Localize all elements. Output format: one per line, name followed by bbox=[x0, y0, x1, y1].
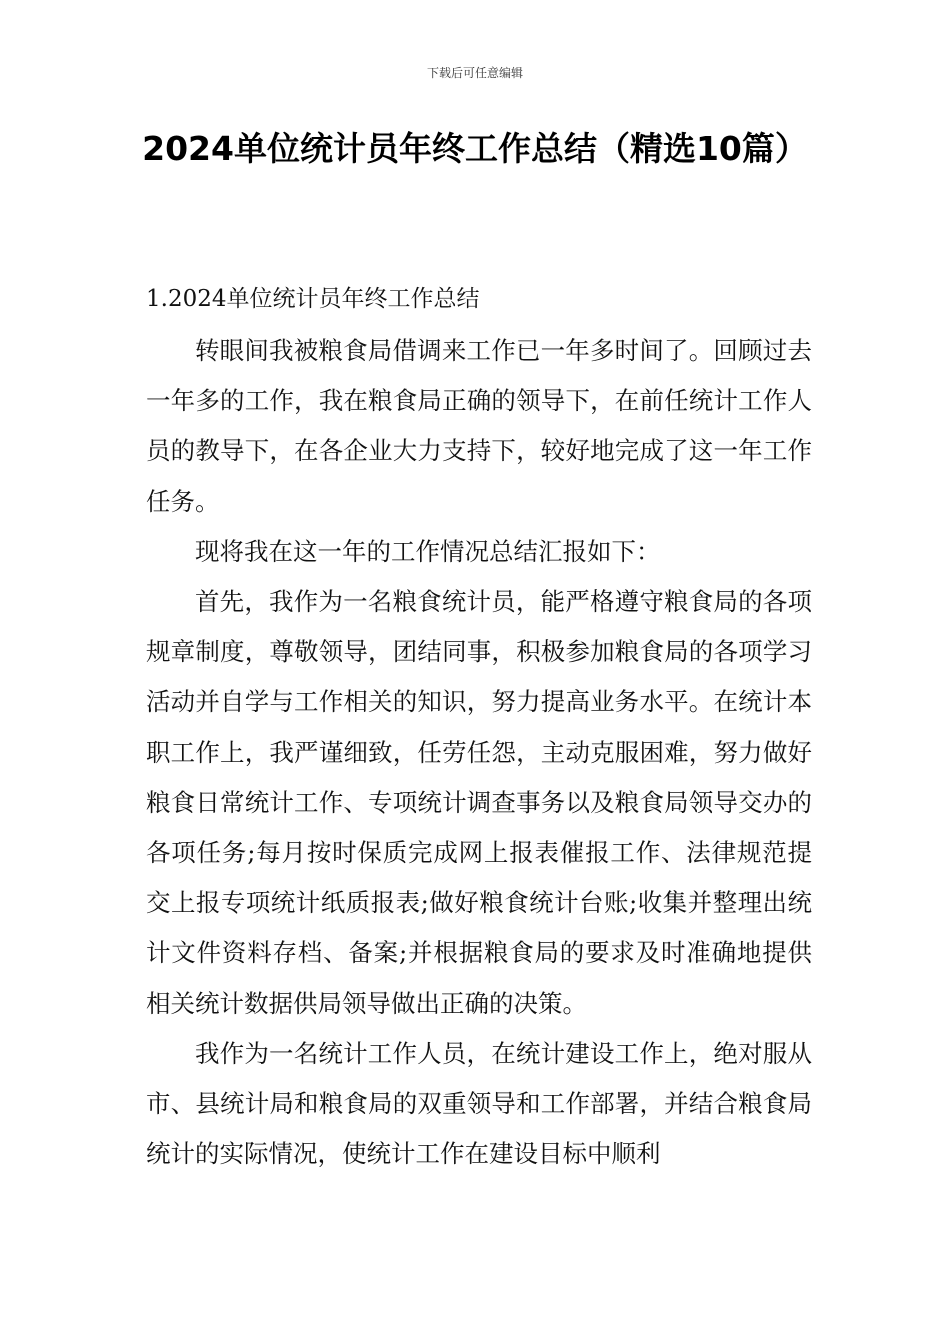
paragraph: 转眼间我被粮食局借调来工作已一年多时间了。回顾过去一年多的工作，我在粮食局正确的领导下，在前任统计工作人员的教导下，在各企业大力支持下，较好地完成了这一年工作任务。 bbox=[146, 336, 812, 516]
paragraph: 首先，我作为一名粮食统计员，能严格遵守粮食局的各项规章制度，尊敬领导，团结同事，积极参加粮食局的各项学习活动并自学与工作相关的知识，努力提高业务水平。在统计本职工作上，我严谨细致，任劳任怨，主动克服困难，努力做好粮食日常统计工作、专项统计调查事务以及粮食局领导交办的各项任务;每月按时保质完成网上报表催报工作、法律规范提交上报专项统计纸质报表;做好粮食统计台账;收集并整理出统计文件资料存档、备案;并根据粮食局的要求及时准确地提供相关统计数据供局领导做出正确的决策。 bbox=[146, 587, 812, 1018]
section-heading: 1.2024单位统计员年终工作总结 bbox=[146, 286, 480, 312]
paragraph: 现将我在这一年的工作情况总结汇报如下： bbox=[195, 536, 661, 566]
document-title: 2024单位统计员年终工作总结（精选10篇） bbox=[142, 129, 808, 168]
paragraph: 我作为一名统计工作人员，在统计建设工作上，绝对服从市、县统计局和粮食局的双重领导和工作部署，并结合粮食局统计的实际情况，使统计工作在建设目标中顺利 bbox=[146, 1038, 812, 1169]
document-body bbox=[146, 281, 812, 1179]
header-note: 下载后可任意编辑 bbox=[426, 66, 523, 80]
